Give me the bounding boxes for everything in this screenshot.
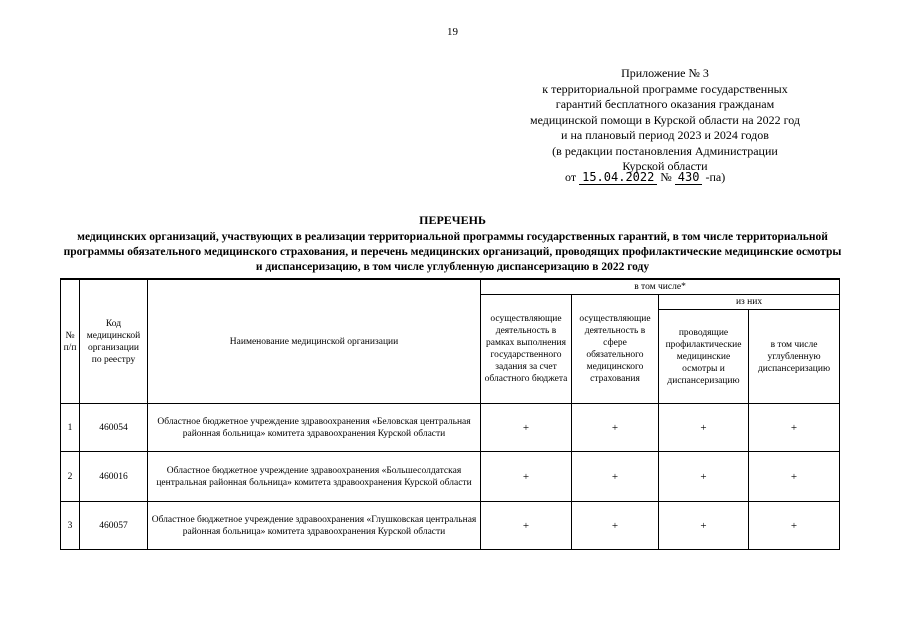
row-budget-mark: +	[481, 502, 572, 550]
row-num: 2	[61, 452, 80, 502]
organizations-table	[60, 278, 840, 550]
appendix-line: Приложение № 3	[621, 66, 709, 80]
row-org-name: Областное бюджетное учреждение здравоохранения «Глушковская центральная районная больница» комитета здравоохранения Курской области	[148, 502, 481, 550]
page-number: 19	[447, 26, 458, 38]
row-deep-mark: +	[749, 452, 840, 502]
row-prof-mark: +	[659, 404, 749, 452]
row-code: 460016	[80, 452, 148, 502]
header-prof: проводящие профилактические медицинские осмотры и диспансеризацию	[659, 310, 749, 404]
order-line	[565, 170, 725, 185]
row-prof-mark: +	[659, 502, 749, 550]
header-num: № п/п	[61, 279, 80, 404]
header-deep: в том числе углубленную диспансеризацию	[749, 310, 840, 404]
order-date: 15.04.2022	[579, 171, 657, 185]
document-subtitle: медицинских организаций, участвующих в реализации территориальной программы государственных гарантий, в том числе территориальной программы обязательного медицинского страхования, и перечень медицинских организаций, проводящих профилактические медицинские осмотры и диспансеризацию, в том числе углубленную диспансеризацию в 2022 году	[63, 231, 842, 273]
row-budget-mark: +	[481, 452, 572, 502]
row-num: 1	[61, 404, 80, 452]
header-including: в том числе*	[481, 279, 840, 295]
header-oms: осуществляющие деятельность в сфере обязательного медицинского страхования	[572, 295, 659, 404]
order-prefix: от	[565, 170, 577, 184]
row-prof-mark: +	[659, 452, 749, 502]
appendix-line: медицинской помощи в Курской области на 2022 год	[530, 112, 800, 127]
table-row	[61, 404, 840, 452]
header-of-them: из них	[659, 295, 840, 310]
appendix-line: Курской области	[622, 159, 708, 173]
order-suffix: -па)	[705, 170, 726, 184]
appendix-block	[500, 66, 830, 175]
header-name: Наименование медицинской организации	[148, 279, 481, 404]
row-deep-mark: +	[749, 404, 840, 452]
header-code: Код медицинской организации по реестру	[80, 279, 148, 404]
row-code: 460057	[80, 502, 148, 550]
appendix-line: к территориальной программе государственных	[542, 81, 788, 96]
row-num: 3	[61, 502, 80, 550]
appendix-line: (в редакции постановления Администрации	[552, 143, 778, 158]
appendix-line: гарантий бесплатного оказания гражданам	[555, 97, 775, 111]
row-oms-mark: +	[572, 404, 659, 452]
document-title: ПЕРЕЧЕНЬ	[419, 213, 486, 227]
row-oms-mark: +	[572, 502, 659, 550]
row-code: 460054	[80, 404, 148, 452]
order-number: 430	[675, 171, 703, 185]
row-budget-mark: +	[481, 404, 572, 452]
row-oms-mark: +	[572, 452, 659, 502]
row-org-name: Областное бюджетное учреждение здравоохранения «Беловская центральная районная больница» комитета здравоохранения Курской области	[148, 404, 481, 452]
row-org-name: Областное бюджетное учреждение здравоохранения «Большесолдатская центральная районная больница» комитета здравоохранения Курской области	[148, 452, 481, 502]
table-row	[61, 452, 840, 502]
header-budget: осуществляющие деятельность в рамках выполнения государственного задания за счет областного бюджета	[481, 295, 572, 404]
appendix-line: и на плановый период 2023 и 2024 годов	[561, 128, 769, 142]
table-row	[61, 502, 840, 550]
order-number-label: №	[660, 170, 672, 184]
row-deep-mark: +	[749, 502, 840, 550]
